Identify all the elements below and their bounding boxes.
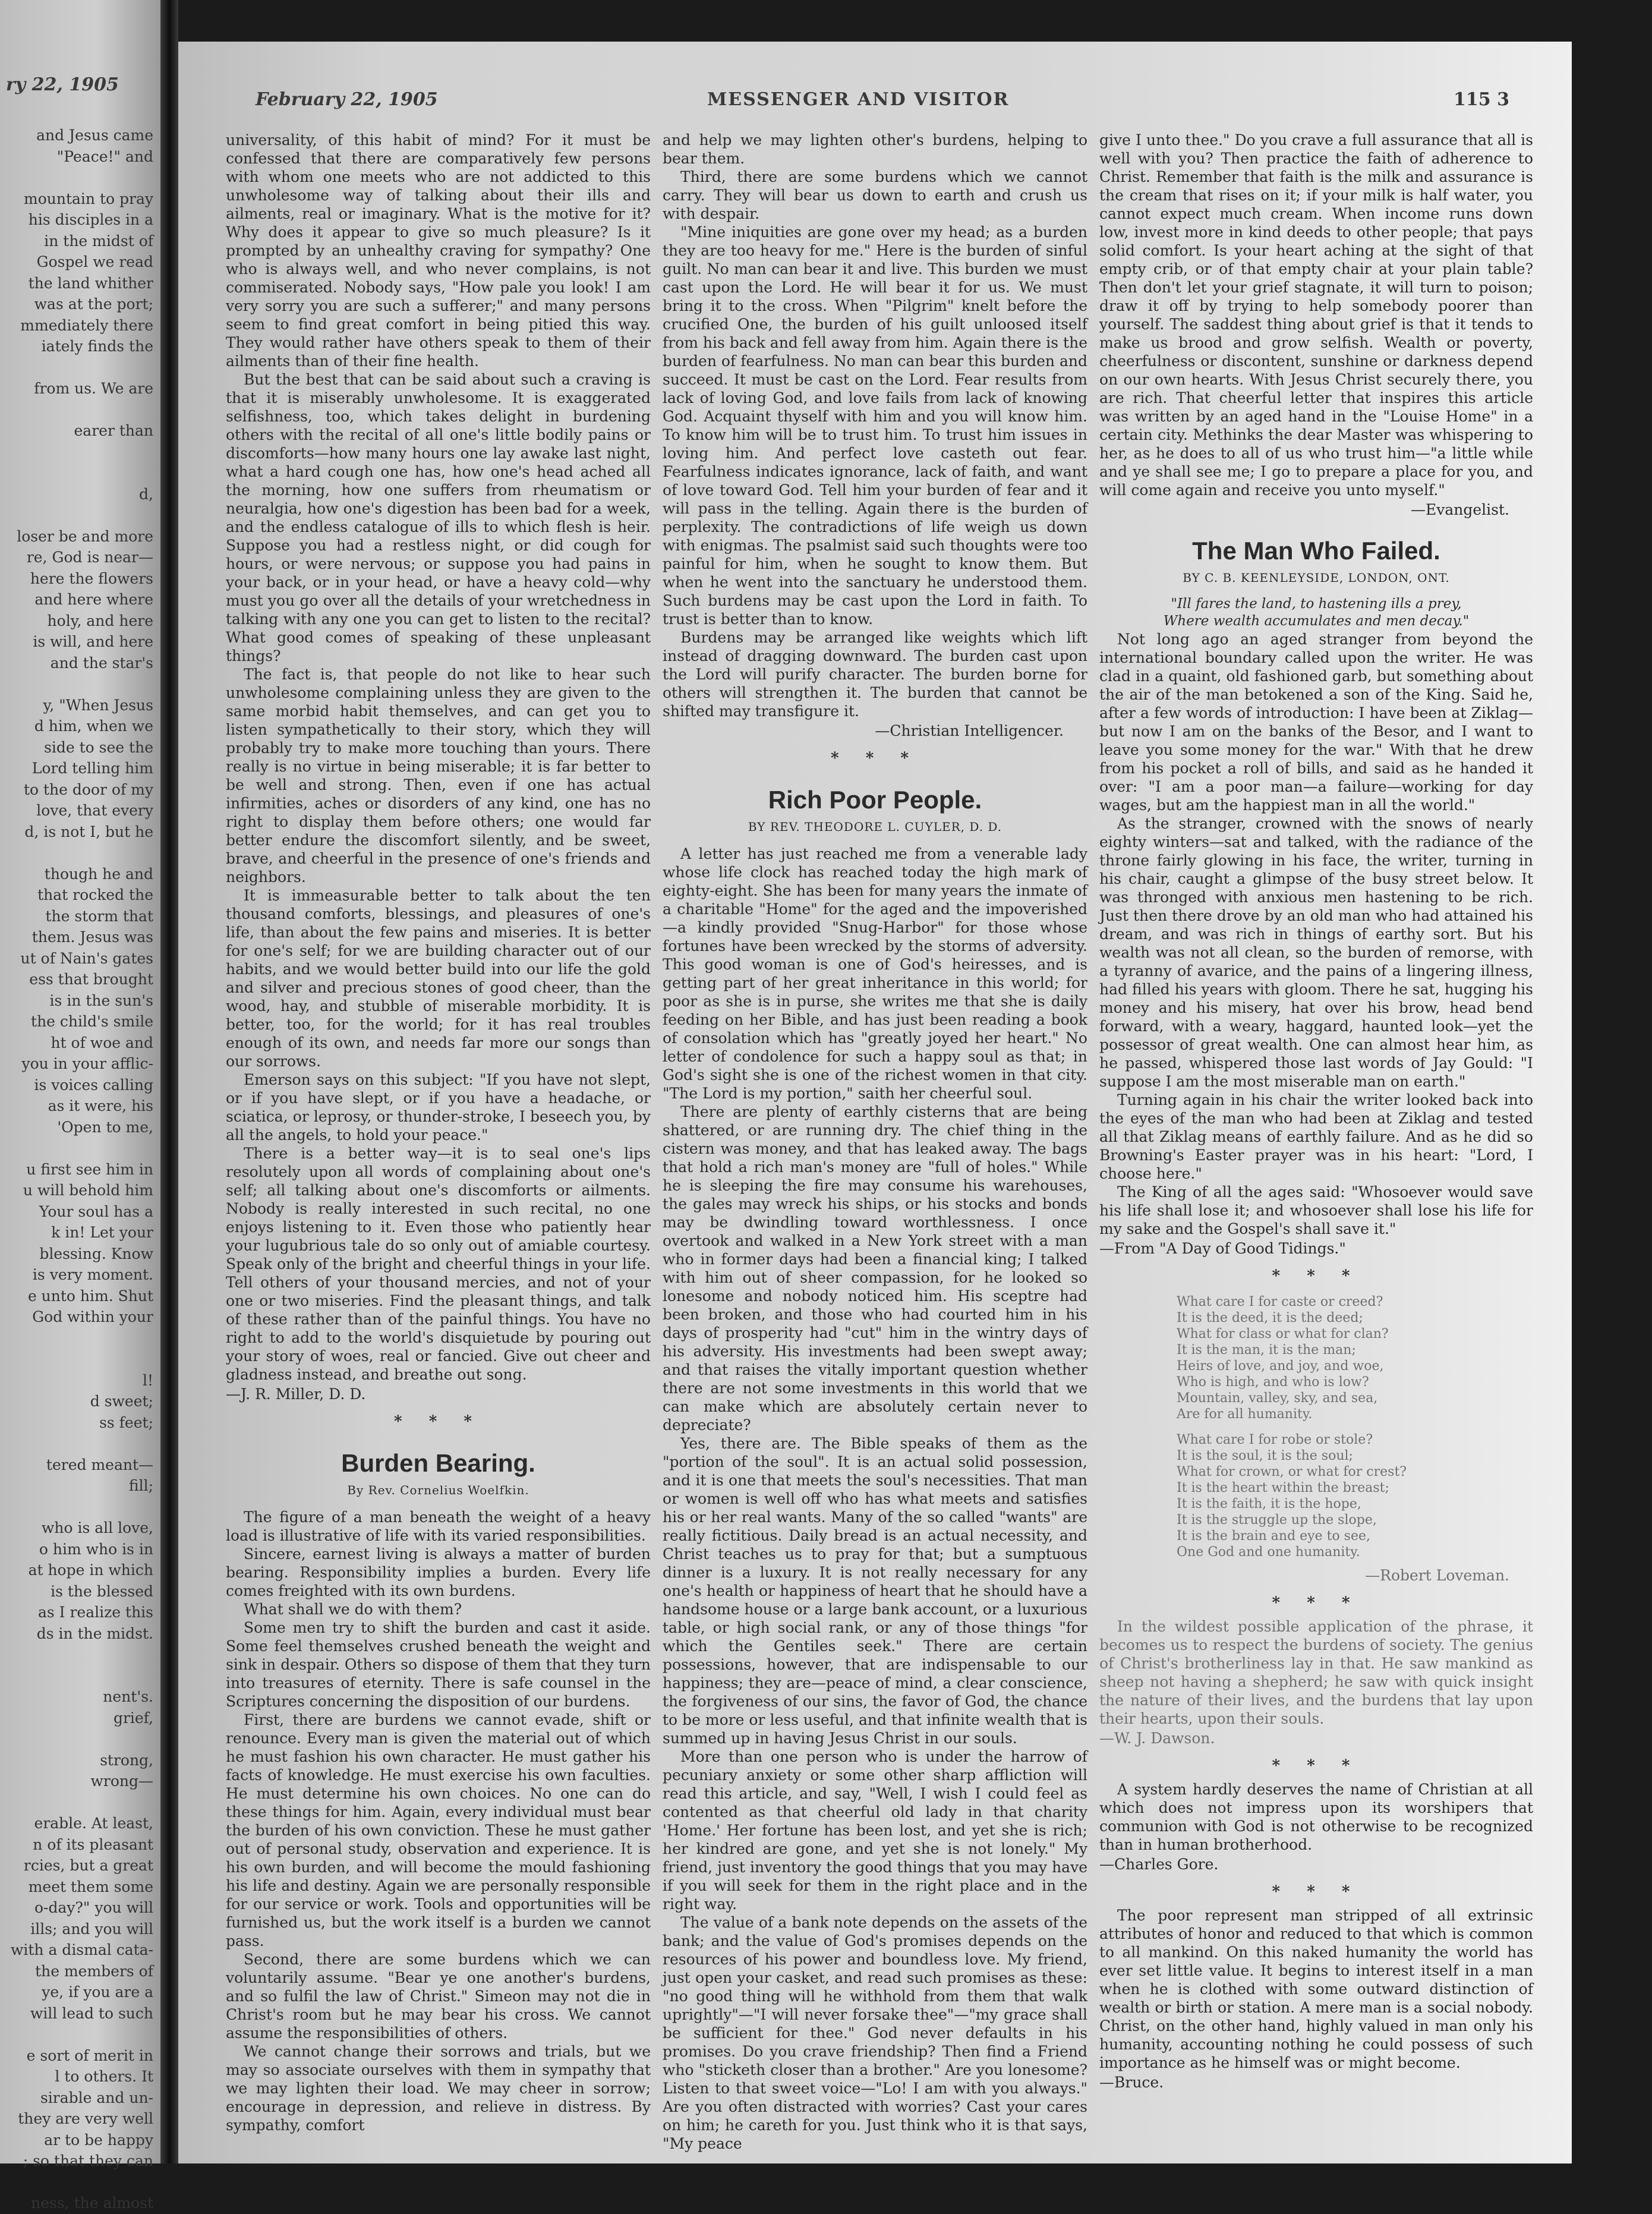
previous-page-line: erable. At least,	[34, 1815, 153, 1832]
previous-page-line	[5, 442, 153, 463]
poem-line: It is the faith, it is the hope,	[1177, 1497, 1361, 1511]
previous-page-line	[5, 1728, 153, 1750]
previous-page-line: was at the port;	[34, 295, 153, 313]
previous-page-line: ; so that they can	[23, 2152, 153, 2169]
previous-page-line: d him, when we	[34, 717, 153, 735]
previous-page-line: 'Open to me,	[57, 1118, 153, 1136]
paragraph: The fact is, that people do not like to hear such unwholesome complaining unless they are given to the same morbid habit themselves, and can get you to listen sympathetically to their story, which they will probably try to make more touching than yours. There really is no virtue in being miserable; it is far better to be well and strong. Then, even if one has actual infirmities, aches or disorders of any kind, one has no right to display them before others; one would far better endure the discomfort silently, and be sweet, brave, and cheerful in the presence of one's friends and neighbors.	[226, 666, 651, 886]
previous-page-line: with a dismal cata-	[10, 1941, 153, 1958]
previous-page-line: iately finds the	[41, 338, 153, 355]
poem-line: Heirs of love, and joy, and woe,	[1177, 1359, 1384, 1374]
paragraph: and help we may lighten other's burdens, helping to bear them.	[663, 131, 1087, 167]
attribution: —Bruce.	[1099, 2074, 1164, 2091]
previous-page-line: ht of woe and	[51, 1034, 153, 1051]
paragraph: But the best that can be said about such a craving is that it is miserably unwholesome. It is exaggerated selfishness, too, which takes delight in burdening others with the recital of all one's little bodily pains or discomforts—how many hours one lay awake last night, what a hard cough one has, how one's head ached all the morning, how one suffers from rheumatism or neuralgia, how one's digestion has been bad for a week, and the endless catalogue of ills to which flesh is heir. Suppose you had a restless night, or did cough for hours, or were nervous; or suppose you had pains in your back, or in your head, or have a heavy cold—why must you go over all the details of your wretchedness in talking with any one you can get to listen to the recital? What good comes of speaking of these unpleasant things?	[226, 371, 651, 664]
previous-page-line: Gospel we read	[36, 253, 153, 270]
previous-page-line: nent's.	[103, 1688, 153, 1705]
paragraph: There are plenty of earthly cisterns that are being shattered, or are running dry. The chief thing in the cistern was money, and that has leaked away. The bags that hold a rich man's money are "full of holes." While he is sleeping the fire may consume his warehouses, the gales may wreck his ships, or his stocks and bonds may be dwindling toward worthlessness. I once overtook and walked in a New York street with a man who in former days had been a financial king; I talked with him out of sheer compassion, for he looked so lonesome and nobody noticed him. His sceptre had been broken, and those who had courted him in his days of prosperity had "cut" him in the wintry days of his adversity. His investments had been swept away; and that raises the vitally important question whether there are not some investments in this world that we can make which are absolutely certain never to depreciate?	[663, 1103, 1087, 1434]
previous-page-line: though he and	[44, 865, 153, 883]
previous-page-line	[5, 399, 153, 421]
previous-page-line: d,	[139, 485, 153, 503]
previous-page-line	[5, 462, 153, 484]
previous-page-line	[5, 2024, 153, 2045]
paragraph: Burdens may be arranged like weights which lift instead of dragging downward. The burden cast upon the Lord will purify character. The burden borne for others will strengthen it. The burden that cannot be shifted may transfigure it.	[663, 629, 1087, 720]
paragraph: "Mine iniquities are gone over my head; as a burden they are too heavy for me." Here is the burden of sinful guilt. No man can bear it and live. This burden we must cast upon the Lord. He will bear it for us. We must bring it to the cross. When "Pilgrim" knelt before the crucified One, the burden of his guilt unloosed itself from his back and fell away from him. Again there is the burden of fearfulness. No man can bear this burden and succeed. It must be cast on the Lord. Fear results from lack of loving God, and love fails from lack of knowing God. Acquaint thyself with him and you will know him. To know him will be to trust him. To trust him issues in loving him. And perfect love casteth out fear. Fearfulness indicates ignorance, lack of faith, and want of love toward God. Tell him your burden of fear and it will pass in the telling. Again there is the burden of perplexity. The contradictions of life weigh us down with enigmas. The psalmist said such thoughts were too painful for him, when he sought to know them. But when he went into the sanctuary he understood them. Such burdens may be cast upon the Lord in faith. To trust is better than to know.	[663, 223, 1087, 628]
previous-page-line: the members of	[35, 1962, 153, 1980]
previous-page-line: wrong—	[90, 1772, 153, 1790]
poem-line: One God and one humanity.	[1177, 1545, 1360, 1560]
previous-page-line: is voices calling	[34, 1076, 153, 1094]
paragraph: There is a better way—it is to seal one's lips resolutely upon all words of complaining about one's self; all talking about one's discomforts or ailments. Nobody is really interested in such recital, no one enjoys listening to it. Even those who patiently hear your lugubrious tale do so only out of amiable courtesy. Speak only of the bright and cheerful things in your life. Tell others of your thousand mercies, and not of your one or two miseries. Find the pleasant things, and talk of these rather than of the painful things. You have no right to add to the world's disquietude by pouring out your story of woes, real or fancied. Give out cheer and gladness instead, and breathe out song.	[226, 1145, 651, 1383]
column-2	[663, 131, 1087, 2153]
poem-line: What care I for robe or stole?	[1177, 1432, 1373, 1447]
previous-page-line: ds in the midst.	[36, 1624, 153, 1642]
previous-page-line: the child's smile	[31, 1013, 153, 1030]
article-title-burden-bearing: Burden Bearing.	[341, 1449, 535, 1477]
paragraph: universality, of this habit of mind? For it must be confessed that there are comparatively few persons with whom one meets who are not addicted to this unwholesome way of talking about their ills and ailments, real or imaginary. What is the motive for it? Why does it appear to give so much pleasure? Is it prompted by an unhealthy craving for sympathy? One who is always well, and who never complains, is not commiserated. Nobody says, "How pale you look! I am very sorry you are such a sufferer;" and many persons seem to find great comfort in being pitied this way. They would rather have others speak to them of their ailments than of their fine health.	[226, 131, 651, 370]
section-divider: * * *	[831, 749, 919, 767]
previous-page-line: ills; and you will	[30, 1920, 153, 1938]
paragraph: Sincere, earnest living is always a matter of burden bearing. Responsibility implies a burden. Every life comes freighted with its own burdens.	[226, 1545, 651, 1599]
previous-page-line	[5, 2172, 153, 2193]
previous-page-line: that rocked the	[37, 886, 153, 903]
previous-page-line: in the midst of	[44, 232, 153, 250]
previous-page-line: earer than	[74, 422, 153, 439]
previous-page-line: you in your afflic-	[21, 1055, 153, 1072]
paragraph: Second, there are some burdens which we can voluntarily assume. "Bear ye one another's burdens, and so fulfil the law of Christ." Simeon may not die in Christ's room but he may bear his cross. We cannot assume the responsibilities of others.	[226, 1951, 651, 2042]
epigraph-line: "Ill fares the land, to hastening ills a prey,	[1171, 596, 1462, 612]
previous-page-line: is the blessed	[51, 1582, 153, 1600]
previous-page-line: d sweet;	[90, 1393, 153, 1410]
previous-page-line	[5, 1349, 153, 1370]
previous-page-line: l to others. It	[55, 2068, 153, 2085]
previous-page-line: k in! Let your	[51, 1224, 153, 1241]
poem-line: It is the brain and eye to see,	[1177, 1529, 1371, 1544]
previous-page-line: will lead to such	[30, 2004, 153, 2022]
attribution: —W. J. Dawson.	[1099, 1730, 1215, 1747]
previous-page-line: fill;	[128, 1477, 153, 1494]
binding-gutter	[160, 0, 178, 2163]
previous-page-line: the land whither	[28, 274, 153, 292]
previous-page-line	[5, 1644, 153, 1665]
previous-page-line	[5, 1138, 153, 1159]
poem-line: What for class or what for clan?	[1177, 1327, 1389, 1341]
previous-page-line: e unto him. Shut	[27, 1287, 153, 1305]
previous-page-line	[5, 505, 153, 526]
previous-page-line: God within your	[32, 1308, 153, 1325]
previous-page-line: u will behold him	[23, 1182, 153, 1199]
previous-page-line: mountain to pray	[24, 190, 153, 207]
previous-page-line: is very moment.	[32, 1266, 153, 1283]
poem-line	[1177, 1422, 1533, 1432]
previous-page-line	[5, 1497, 153, 1518]
page-header	[256, 89, 1509, 119]
byline: BY C. B. KEENLEYSIDE, LONDON, ONT.	[1183, 571, 1450, 585]
paragraph: Yes, there are. The Bible speaks of them as the "portion of the soul". It is an actual solid possession, and it is one that meets the soul's necessities. That man or women is well off who has what meets and satisfies his or her real wants. Many of the so called "wants" are really fictitious. Daily bread is an actual necessity, and Christ teaches us to pray for that; but a sumptuous dinner is a luxury. It is not really necessary for any one's health or happiness of heart that he should have a handsome house or a large bank account, or a luxurious table, or high social rank, or any of those things "for which the Gentiles seek." There are certain possessions, however, that are indispensable to our happiness; they are—peace of mind, a clear conscience, the forgiveness of our sins, the favor of God, the chance to be more or less useful, and that infinite wealth that is summed up in having Jesus Christ in our souls.	[663, 1435, 1087, 1747]
previous-page-line: they are very well	[18, 2110, 153, 2127]
previous-page-line: as it were, his	[48, 1097, 153, 1114]
previous-page-line: n of its pleasant	[33, 1835, 153, 1853]
previous-page-line: is will, and here	[33, 633, 153, 650]
previous-page-line	[5, 357, 153, 379]
poem-line: What for crown, or what for crest?	[1177, 1465, 1407, 1479]
previous-page-line: them. Jesus was	[31, 928, 153, 946]
previous-page-line: ness, the almost	[31, 2194, 153, 2212]
previous-page-line: rcies, but a great	[23, 1857, 153, 1874]
paragraph: Not long ago an aged stranger from beyond the international boundary called upon the writer. He was clad in a quaint, old fashioned garb, but something about the air of the man betokened a son of the King. Said he, after a few words of introduction: I have been at Ziklag—but now I am on the banks of the Besor, and I want to leave you some money for the war." With that he drew from his pocket a roll of bills, and said as he handed it over: "I am a poor man—a failure—working for day wages, but am the happiest man in all the world."	[1099, 631, 1533, 814]
paragraph: A system hardly deserves the name of Christian at all which does not impress upon its worshipers that communion with God is not otherwise to be recognized than in human brotherhood.	[1099, 1781, 1533, 1853]
paragraph: The value of a bank note depends on the assets of the bank; and the value of God's promises depends on the resources of his power and boundless love. My friend, just open your casket, and read such promises as these: "no good thing will he withhold from them that walk uprightly"—"I will never forsake thee"—"my grace shall be sufficient for thee." God never defaults in his promises. Do you crave friendship? Then find a Friend who "sticketh closer than a brother." Are you lonesome? Listen to that sweet voice—"Lo! I am with you always." Are you often distracted with worries? Cast your cares on him; he careth for you. Just think who it is that says, "My peace	[663, 1914, 1087, 2152]
previous-page-line: ut of Nain's gates	[20, 949, 153, 967]
previous-page-line: his disciples in a	[28, 211, 153, 228]
paragraph: In the wildest possible application of the phrase, it becomes us to respect the burdens of society. The genius of Christ's brotherliness lay in that. He saw mankind as sheep not having a shepherd; he saw with quick insight the nature of their lives, and the burdens that lay upon their hearts, upon their souls.	[1099, 1618, 1533, 1727]
previous-page-line: strong,	[100, 1751, 153, 1769]
column-1	[226, 131, 651, 2134]
previous-page-line	[5, 842, 153, 864]
page-number: 115 3	[1454, 89, 1509, 110]
previous-page-line: sirable and un-	[40, 2089, 153, 2106]
previous-page-line: the storm that	[45, 907, 153, 925]
previous-page-line: u first see him in	[26, 1160, 153, 1178]
attribution: —Christian Intelligencer.	[875, 722, 1064, 739]
poem-line: Who is high, and who is low?	[1177, 1375, 1369, 1390]
section-divider: * * *	[394, 1413, 483, 1431]
paragraph: The figure of a man beneath the weight of a heavy load is illustrative of life with its varied responsibilities.	[226, 1508, 651, 1544]
paragraph: Emerson says on this subject: "If you have not slept, or if you have slept, or if you have a headache, or sciatica, or leprosy, or thunder-stroke, I beseech you, by all the angels, to hold your peace."	[226, 1071, 651, 1144]
previous-page-line	[5, 1792, 153, 1813]
poem-line: It is the man, it is the man;	[1177, 1343, 1356, 1358]
attribution: —From "A Day of Good Tidings."	[1099, 1240, 1346, 1257]
previous-page-line: is in the sun's	[49, 991, 153, 1009]
masthead-title: MESSENGER AND VISITOR	[707, 89, 1010, 110]
newspaper-page	[178, 42, 1572, 2163]
previous-page-line: Your soul has a	[39, 1202, 153, 1220]
previous-page-line: loser be and more	[17, 527, 153, 545]
previous-page-line: o-day?" you will	[34, 1899, 153, 1916]
poem-line: Are for all humanity.	[1177, 1407, 1313, 1422]
previous-page-line: here the flowers	[30, 569, 153, 587]
previous-page-line	[5, 1665, 153, 1687]
paragraph: The King of all the ages said: "Whosoever would save his life shall lose it; and whosoever shall lose his life for my sake and the Gospel's shall save it."	[1099, 1183, 1533, 1237]
previous-page-line: and Jesus came	[36, 127, 153, 144]
attribution: —J. R. Miller, D. D.	[226, 1385, 366, 1403]
previous-page-line: holy, and here	[47, 612, 153, 629]
previous-page-line: at hope in which	[28, 1561, 153, 1579]
paragraph: A letter has just reached me from a venerable lady whose life clock has reached today the high mark of eighty-eight. She has been for many years the inmate of a charitable "Home" for the aged and the impoverished—a kindly provided "Snug-Harbor" for those whose fortunes have been wrecked by the storms of adversity. This good woman is one of God's heiresses, and is getting part of her great inheritance in this world; for poor as she is in purse, she writes me that she is daily feeding on her Bible, and has just been reading a book of consolation which has "greatly joyed her heart." No letter of condolence for such a happy soul as that; in God's sight she is one of the richest women in that city. "The Lord is my portion," saith her cheerful soul.	[663, 845, 1087, 1102]
poem-line: It is the soul, it is the soul;	[1177, 1448, 1353, 1463]
previous-page-line	[5, 167, 153, 188]
previous-page-line: to the door of my	[23, 780, 153, 798]
section-divider: * * *	[1272, 1757, 1361, 1775]
previous-page-line	[5, 1328, 153, 1349]
poem-line: It is the heart within the breast;	[1177, 1481, 1389, 1495]
section-divider: * * *	[1272, 1883, 1361, 1901]
byline: By Rev. Cornelius Woelfkin.	[347, 1483, 529, 1497]
previous-page-strip	[0, 0, 160, 2212]
article-title-man-who-failed: The Man Who Failed.	[1192, 537, 1440, 565]
paragraph: As the stranger, crowned with the snows of nearly eighty winters—sat and talked, with the radiance of the throne fairly glowing in his face, the writer, turning in his chair, caught a glimpse of the busy street below. It was thronged with anxious men hastening to be rich. Just then there drove by an old man who had attained his dream, and was rich in things of earthy sort. But his wealth was not all clean, so the burden of remorse, with a tyranny of avarice, and the pains of a lingering illness, had filled his years with gloom. There he sat, hugging his money and his misery, hat over his brow, head bend forward, with a weary, haggard, haunted look—yet the possessor of great wealth. One can almost hear him, as he passed, whispered those last words of Jay Gould: "I suppose I am the most miserable man on earth."	[1099, 815, 1533, 1090]
previous-page-line: and the star's	[50, 654, 153, 672]
previous-page-line: Lord telling him	[31, 760, 153, 777]
paragraph: We cannot change their sorrows and trials, but we may so associate ourselves with them in sympathy that we may lighten their load. We may cheer in sorrow; encourage in depression, and relieve in distress. By sympathy, comfort	[226, 2043, 651, 2134]
previous-page-line	[5, 1433, 153, 1454]
article-title-rich-poor-people: Rich Poor People.	[768, 786, 982, 814]
previous-page-line: o him who is in	[39, 1540, 153, 1558]
byline: BY REV. THEODORE L. CUYLER, D. D.	[748, 820, 1002, 834]
previous-page-line: blessing. Know	[39, 1245, 153, 1262]
previous-page-line	[5, 673, 153, 695]
previous-page-line: love, that every	[36, 802, 153, 819]
previous-page-line: e sort of merit in	[26, 2046, 153, 2064]
previous-page-line: grief,	[113, 1709, 153, 1727]
previous-page-line: ye, if you are a	[42, 1983, 153, 2001]
previous-page-line: and here where	[34, 591, 153, 608]
issue-date: February 22, 1905	[256, 89, 438, 110]
previous-page-line: ess that brought	[29, 971, 153, 988]
previous-page-line: side to see the	[44, 738, 153, 756]
previous-page-line: mmediately there	[20, 316, 153, 334]
paragraph: Turning again in his chair the writer looked back into the eyes of the man who had been at Ziklag and tested all that Ziklag means of earthly failure. And as he did so Browning's Easter prayer was in his heart: "Lord, I choose here."	[1099, 1091, 1533, 1182]
paragraph: Third, there are some burdens which we cannot carry. They will bear us down to earth and crush us with despair.	[663, 168, 1087, 222]
previous-page-line: from us. We are	[34, 380, 153, 397]
column-3	[1099, 131, 1533, 2092]
previous-page-line: as I realize this	[37, 1604, 153, 1621]
previous-page-line: tered meant—	[46, 1456, 153, 1473]
paragraph: The poor represent man stripped of all extrinsic attributes of honor and reduced to that which is common to all mankind. On this naked humanity the world has ever set little value. It begins to interest itself in a man when he is clothed with some outward distinction of wealth or birth or station. A mere man is a social nobody. Christ, on the other hand, highly valued in man only his humanity, accounting nothing he could possess of such importance as he himself was or might become.	[1099, 1907, 1533, 2071]
poem-line: What care I for caste or creed?	[1177, 1295, 1383, 1309]
previous-page-line: who is all love,	[41, 1519, 153, 1536]
poem-line: It is the deed, it is the deed;	[1177, 1311, 1363, 1325]
epigraph-line: Where wealth accumulates and men decay."	[1163, 613, 1470, 629]
poem	[1177, 1294, 1533, 1560]
previous-page-line: ss feet;	[99, 1413, 153, 1431]
paragraph: What shall we do with them?	[244, 1601, 462, 1618]
previous-page-line: "Peace!" and	[56, 147, 153, 165]
paragraph: Some men try to shift the burden and cast it aside. Some feel themselves crushed beneath the weight and sink in despair. Others so dispose of them that they turn into treasures of eternity. There is safe counsel in the Scriptures concerning the disposition of our burdens.	[226, 1619, 651, 1710]
paragraph: It is immeasurable better to talk about the ten thousand comforts, blessings, and pleasures of one's life, than about the few pains and miseries. It is better for one's self; for we are building character out of our habits, and we would better build into our life the gold and silver and precious stones of good cheer, than the wood, hay, and stubble of miserable morbidity. It is better, too, for the world; for it has real troubles enough of its own, and needs far more our songs than our sorrows.	[226, 887, 651, 1070]
paragraph: give I unto thee." Do you crave a full assurance that all is well with you? Then practice the faith of adherence to Christ. Remember that faith is the milk and assurance is the cream that rises on it; if your milk is half water, you cannot expect much cream. When income runs down low, invest more in kind deeds to other people; that pays solid comfort. Is your heart aching at the sight of that empty crib, or of that empty chair at your plain table? Then don't let your grief stagnate, it will turn to poison; draw it off by trying to help somebody poorer than yourself. The saddest thing about grief is that it tends to make us brood and grow selfish. Wealth or poverty, cheerfulness or discontent, sunshine or darkness depend on our own hearts. With Jesus Christ securely there, you are rich. That cheerful letter that inspires this article was written by an aged hand in the "Louise Home" in a certain city. Methinks the dear Master was whispering to her, as he does to all of us who trust him—"a little while and ye shall see me; I go to prepare a place for you, and will come again and receive you unto myself."	[1099, 131, 1533, 499]
previous-page-header: ry 22, 1905	[6, 74, 119, 95]
poem-line: It is the struggle up the slope,	[1177, 1513, 1377, 1528]
previous-page-line: meet them some	[28, 1878, 153, 1895]
previous-page-line: l!	[142, 1371, 153, 1389]
attribution: —Charles Gore.	[1099, 1856, 1219, 1873]
previous-page-line: re, God is near—	[26, 549, 153, 566]
previous-page-text	[5, 125, 153, 2214]
poem-attribution: —Robert Loveman.	[1365, 1567, 1509, 1584]
poem-line: Mountain, valley, sky, and sea,	[1177, 1391, 1378, 1406]
previous-page-line: ar to be happy	[44, 2131, 153, 2149]
previous-page-line: d, is not I, but he	[24, 823, 153, 840]
previous-page-line: y, "When Jesus	[43, 696, 153, 714]
section-divider: * * *	[1272, 1267, 1361, 1285]
paragraph: First, there are burdens we cannot evade, shift or renounce. Every man is given the material out of which he must fashion his own character. He must gather his facts of knowledge. He must exercise his own faculties. He must determine his own choices. No one can do these things for him. Again, every individual must bear the burden of his own conviction. These he must gather out of personal study, observation and experience. It is his own burden, and will become the mould fashioning his life and destiny. Again we are personally responsible for our service or work. Tools and opportunities will be furnished us, but the work itself is a burden we cannot pass.	[226, 1711, 651, 1950]
attribution: —Evangelist.	[1411, 501, 1509, 518]
paragraph: More than one person who is under the harrow of pecuniary anxiety or some other sharp affliction will read this article, and say, "Well, I wish I could feel as contented as that cheerful old lady in that charity 'Home.' Her fortune has been lost, and yet she is rich; her kindred are gone, and yet she is not lonely." My friend, just inventory the good things that you may have if you will seek for them in the right place and in the right way.	[663, 1748, 1087, 1913]
section-divider: * * *	[1272, 1594, 1361, 1612]
